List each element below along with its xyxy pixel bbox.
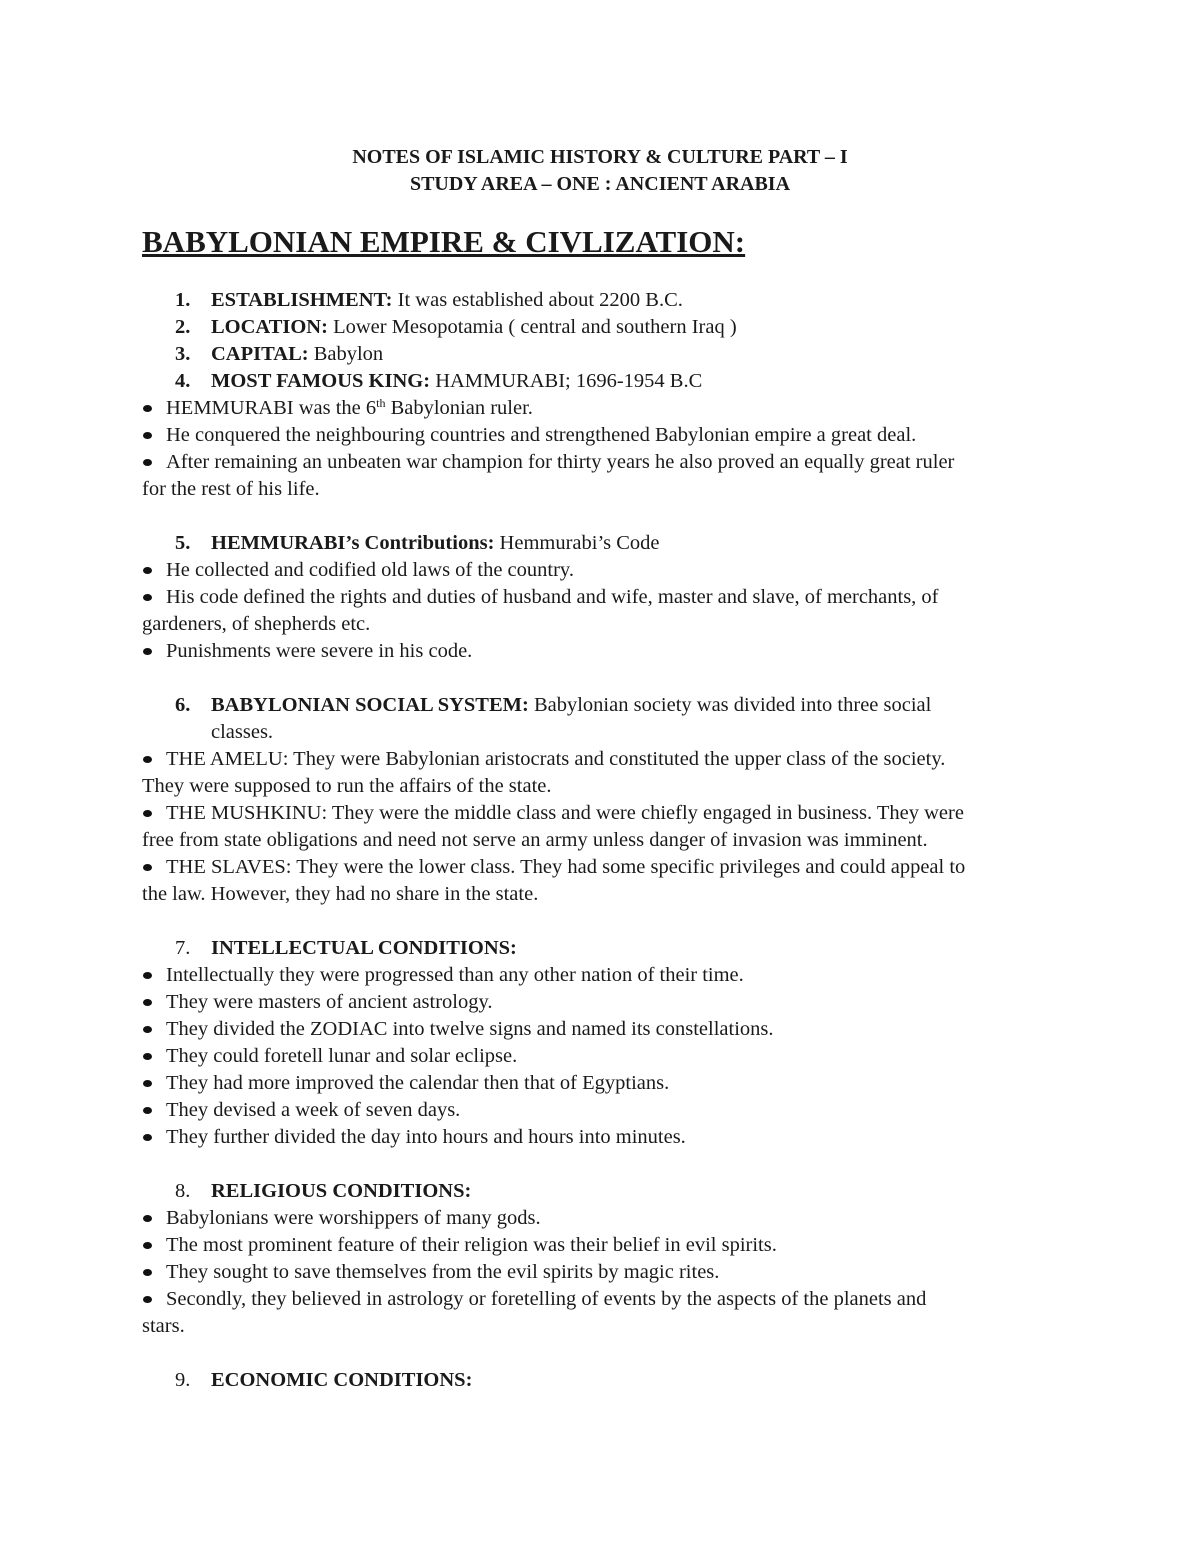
list-item: They divided the ZODIAC into twelve signs and named its constellations.	[142, 1016, 1102, 1043]
section-title: BABYLONIAN EMPIRE & CIVLIZATION:	[142, 224, 746, 259]
list-item: Secondly, they believed in astrology or foretelling of events by the aspects of the planets and	[142, 1286, 1102, 1313]
list-item-continuation: for the rest of his life.	[142, 478, 320, 500]
item-text: HAMMURABI; 1696-1954 B.C	[430, 370, 703, 392]
header-line-2: STUDY AREA – ONE : ANCIENT ARABIA	[409, 173, 791, 195]
list-item: Punishments were severe in his code.	[142, 638, 1102, 665]
item-label: ESTABLISHMENT:	[211, 289, 393, 311]
bullet-icon	[143, 999, 152, 1006]
bullet-icon	[143, 459, 152, 466]
bullet-icon	[143, 405, 152, 412]
list-item: He conquered the neighbouring countries and strengthened Babylonian empire a great deal.	[142, 422, 1102, 449]
list-item-continuation: gardeners, of shepherds etc.	[142, 613, 371, 635]
item-label: ECONOMIC CONDITIONS:	[211, 1369, 473, 1391]
list-item: They could foretell lunar and solar eclipse.	[142, 1043, 1102, 1070]
list-item: The most prominent feature of their religion was their belief in evil spirits.	[142, 1232, 1102, 1259]
list-item: They sought to save themselves from the evil spirits by magic rites.	[142, 1259, 1102, 1286]
item-text: Babylon	[308, 343, 384, 365]
item-social-system: 6. BABYLONIAN SOCIAL SYSTEM: Babylonian society was divided into three social classes.	[142, 692, 1102, 746]
item-label: RELIGIOUS CONDITIONS:	[211, 1180, 472, 1202]
bullet-icon	[143, 648, 152, 655]
list-item: They further divided the day into hours and hours into minutes.	[142, 1124, 1102, 1151]
item-text: Lower Mesopotamia ( central and southern Iraq )	[327, 316, 737, 338]
list-item: THE SLAVES: They were the lower class. They had some specific privileges and could appeal to	[142, 854, 1102, 881]
list-item-continuation: They were supposed to run the affairs of the state.	[142, 775, 552, 797]
list-item: They devised a week of seven days.	[142, 1097, 1102, 1124]
header-line-1: NOTES OF ISLAMIC HISTORY & CULTURE PART – I	[352, 146, 848, 168]
item-capital: 3. CAPITAL: Babylon	[175, 343, 384, 365]
list-item: HEMMURABI was the 6th Babylonian ruler.	[142, 395, 1102, 422]
item-label: HEMMURABI’s Contributions:	[211, 532, 495, 554]
bullet-icon	[143, 810, 152, 817]
item-text: It was established about 2200 B.C.	[392, 289, 683, 311]
bullet-icon	[143, 1215, 152, 1222]
item-text: Hemmurabi’s Code	[494, 532, 660, 554]
bullet-icon	[143, 594, 152, 601]
bullet-icon	[143, 567, 152, 574]
item-famous-king: 4. MOST FAMOUS KING: HAMMURABI; 1696-1954 B.C	[175, 370, 703, 392]
list-item-continuation: free from state obligations and need not serve an army unless danger of invasion was imminent.	[142, 829, 928, 851]
bullet-icon	[143, 1296, 152, 1303]
list-item: Babylonians were worshippers of many gods.	[142, 1205, 1102, 1232]
list-item: They were masters of ancient astrology.	[142, 989, 1102, 1016]
list-item: THE AMELU: They were Babylonian aristocrats and constituted the upper class of the society.	[142, 746, 1102, 773]
bullet-icon	[143, 864, 152, 871]
bullet-icon	[143, 1269, 152, 1276]
notes-body	[142, 287, 1102, 1394]
item-establishment: 1. ESTABLISHMENT: It was established about 2200 B.C.	[175, 289, 683, 311]
bullet-icon	[143, 432, 152, 439]
bullet-icon	[143, 1053, 152, 1060]
bullet-icon	[143, 1134, 152, 1141]
item-location: 2. LOCATION: Lower Mesopotamia ( central and southern Iraq )	[175, 316, 737, 338]
item-label: INTELLECTUAL CONDITIONS:	[211, 937, 517, 959]
bullet-icon	[143, 1026, 152, 1033]
item-contributions: 5. HEMMURABI’s Contributions: Hemmurabi’s Code	[175, 532, 660, 554]
item-religious: 8. RELIGIOUS CONDITIONS:	[175, 1180, 472, 1202]
bullet-icon	[143, 972, 152, 979]
item-label: CAPITAL:	[211, 343, 309, 365]
list-item: They had more improved the calendar then that of Egyptians.	[142, 1070, 1102, 1097]
bullet-icon	[143, 756, 152, 763]
list-item: After remaining an unbeaten war champion for thirty years he also proved an equally great ruler	[142, 449, 1102, 476]
list-item: He collected and codified old laws of the country.	[142, 557, 1102, 584]
item-intellectual: 7. INTELLECTUAL CONDITIONS:	[175, 937, 517, 959]
list-item: His code defined the rights and duties of husband and wife, master and slave, of merchants, of	[142, 584, 1102, 611]
bullet-icon	[143, 1080, 152, 1087]
list-item: THE MUSHKINU: They were the middle class and were chiefly engaged in business. They were	[142, 800, 1102, 827]
item-label: LOCATION:	[211, 316, 328, 338]
bullet-icon	[143, 1242, 152, 1249]
list-item: Intellectually they were progressed than any other nation of their time.	[142, 962, 1102, 989]
list-item-continuation: the law. However, they had no share in the state.	[142, 883, 539, 905]
bullet-icon	[143, 1107, 152, 1114]
item-label: BABYLONIAN SOCIAL SYSTEM:	[211, 694, 529, 716]
item-text-continuation: classes.	[211, 721, 274, 743]
list-item-continuation: stars.	[142, 1315, 185, 1337]
item-text: Babylonian society was divided into three social	[528, 694, 932, 716]
item-label: MOST FAMOUS KING:	[211, 370, 431, 392]
item-economic: 9. ECONOMIC CONDITIONS:	[175, 1369, 473, 1391]
